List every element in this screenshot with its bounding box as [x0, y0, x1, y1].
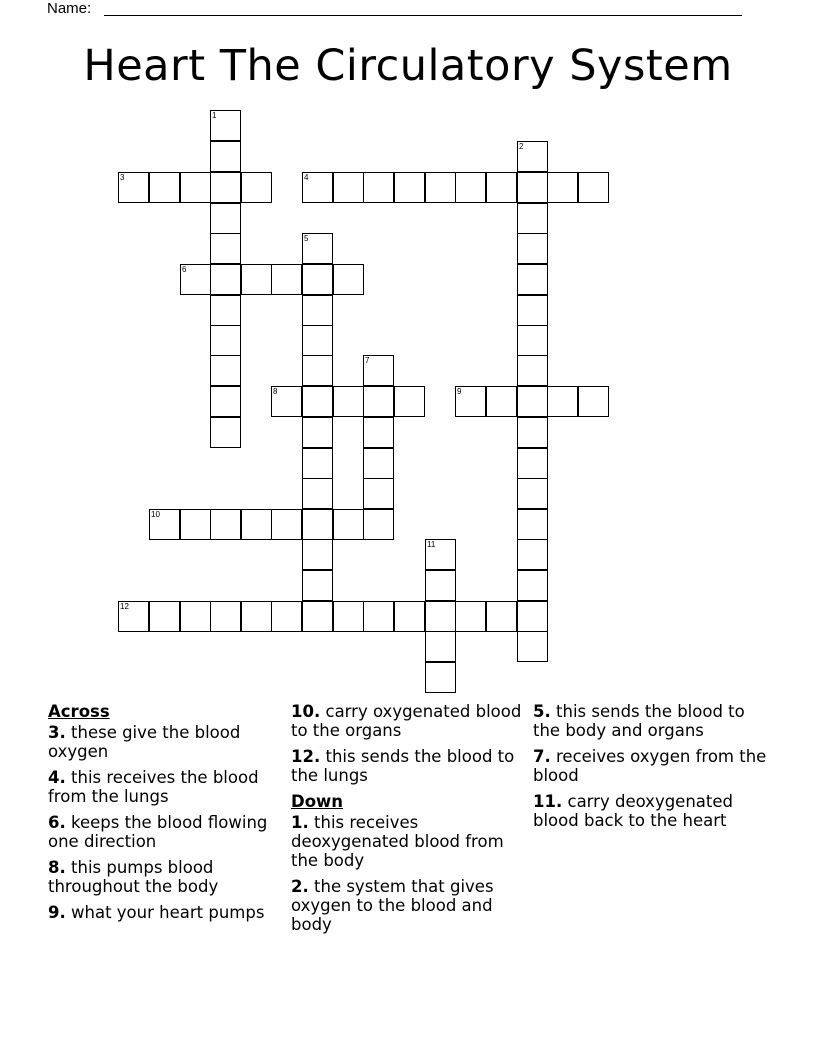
grid-cell[interactable]	[302, 448, 333, 479]
grid-cell[interactable]	[517, 295, 548, 326]
grid-cell[interactable]	[363, 172, 394, 203]
grid-cell[interactable]	[517, 233, 548, 264]
grid-cell[interactable]	[455, 172, 486, 203]
clue-number: 9	[457, 387, 462, 396]
grid-cell[interactable]	[363, 478, 394, 509]
grid-cell[interactable]	[302, 601, 333, 632]
clue-number: 5	[304, 234, 309, 243]
grid-cell[interactable]	[547, 172, 578, 203]
grid-cell[interactable]	[241, 264, 272, 295]
grid-cell[interactable]	[363, 386, 394, 417]
grid-cell[interactable]	[333, 264, 364, 295]
grid-cell[interactable]	[517, 264, 548, 295]
grid-cell[interactable]	[149, 601, 180, 632]
clue-number: 11	[427, 540, 436, 549]
grid-cell[interactable]	[517, 601, 548, 632]
grid-cell[interactable]	[241, 601, 272, 632]
clue-down-11: 11. carry deoxygenated blood back to the heart	[533, 792, 733, 830]
grid-cell-11[interactable]	[425, 539, 456, 570]
grid-cell[interactable]	[455, 601, 486, 632]
clue-column-3	[533, 702, 773, 837]
grid-cell[interactable]	[486, 386, 517, 417]
across-heading: Across	[48, 702, 110, 721]
grid-cell[interactable]	[271, 509, 302, 540]
clue-number: 4	[304, 173, 309, 182]
grid-cell[interactable]	[241, 172, 272, 203]
clue-column-1	[48, 702, 283, 929]
grid-cell[interactable]	[210, 417, 241, 448]
clue-number: 1	[212, 111, 217, 120]
grid-cell[interactable]	[425, 172, 456, 203]
grid-cell[interactable]	[180, 172, 211, 203]
down-heading: Down	[291, 792, 344, 811]
grid-cell[interactable]	[241, 509, 272, 540]
grid-cell[interactable]	[333, 172, 364, 203]
grid-cell[interactable]	[302, 264, 333, 295]
grid-cell[interactable]	[425, 570, 456, 601]
grid-cell[interactable]	[394, 386, 425, 417]
grid-cell[interactable]	[302, 325, 333, 356]
grid-cell[interactable]	[302, 570, 333, 601]
grid-cell[interactable]	[333, 386, 364, 417]
name-label: Name:	[47, 0, 92, 17]
grid-cell[interactable]	[517, 386, 548, 417]
clue-number: 3	[120, 173, 125, 182]
grid-cell[interactable]	[210, 264, 241, 295]
grid-cell-10[interactable]	[149, 509, 180, 540]
grid-cell[interactable]	[363, 417, 394, 448]
grid-cell[interactable]	[210, 203, 241, 234]
clue-down-1: 1. this receives deoxygenated blood from the body	[291, 813, 504, 870]
grid-cell[interactable]	[210, 233, 241, 264]
grid-cell-8[interactable]	[271, 386, 302, 417]
grid-cell[interactable]	[517, 478, 548, 509]
clue-down-2: 2. the system that gives oxygen to the blood and body	[291, 877, 494, 934]
clue-across-12: 12. this sends the blood to the lungs	[291, 747, 515, 785]
grid-cell[interactable]	[302, 417, 333, 448]
grid-cell[interactable]	[486, 601, 517, 632]
grid-cell[interactable]	[578, 172, 609, 203]
grid-cell[interactable]	[547, 386, 578, 417]
grid-cell-5[interactable]	[302, 233, 333, 264]
clue-down-7: 7. receives oxygen from the blood	[533, 747, 767, 785]
grid-cell[interactable]	[333, 601, 364, 632]
grid-cell[interactable]	[517, 172, 548, 203]
grid-cell[interactable]	[517, 417, 548, 448]
clue-number: 2	[519, 142, 524, 151]
grid-cell[interactable]	[210, 141, 241, 172]
clue-number: 10	[151, 510, 160, 519]
grid-cell[interactable]	[302, 478, 333, 509]
grid-cell[interactable]	[394, 172, 425, 203]
grid-cell[interactable]	[180, 509, 211, 540]
grid-cell-3[interactable]	[118, 172, 149, 203]
clue-number: 12	[120, 602, 129, 611]
grid-cell[interactable]	[425, 631, 456, 662]
grid-cell[interactable]	[210, 601, 241, 632]
grid-cell[interactable]	[302, 386, 333, 417]
grid-cell[interactable]	[517, 325, 548, 356]
grid-cell[interactable]	[302, 509, 333, 540]
grid-cell[interactable]	[210, 295, 241, 326]
clue-number: 6	[182, 265, 187, 274]
grid-cell[interactable]	[180, 601, 211, 632]
clue-column-2	[291, 702, 526, 941]
grid-cell[interactable]	[210, 325, 241, 356]
grid-cell[interactable]	[210, 355, 241, 386]
grid-cell-7[interactable]	[363, 355, 394, 386]
clue-across-6: 6. keeps the blood flowing one direction	[48, 813, 268, 851]
clue-down-5: 5. this sends the blood to the body and organs	[533, 702, 745, 740]
grid-cell[interactable]	[517, 355, 548, 386]
grid-cell[interactable]	[517, 631, 548, 662]
grid-cell[interactable]	[578, 386, 609, 417]
grid-cell-9[interactable]	[455, 386, 486, 417]
grid-cell[interactable]	[517, 509, 548, 540]
grid-cell[interactable]	[302, 539, 333, 570]
grid-cell[interactable]	[363, 601, 394, 632]
grid-cell[interactable]	[394, 601, 425, 632]
clue-across-9: 9. what your heart pumps	[48, 903, 265, 922]
grid-cell[interactable]	[363, 509, 394, 540]
grid-cell[interactable]	[302, 295, 333, 326]
grid-cell[interactable]	[363, 448, 394, 479]
grid-cell[interactable]	[271, 601, 302, 632]
grid-cell[interactable]	[149, 172, 180, 203]
grid-cell-2[interactable]	[517, 141, 548, 172]
grid-cell-4[interactable]	[302, 172, 333, 203]
grid-cell[interactable]	[333, 509, 364, 540]
grid-cell-6[interactable]	[180, 264, 211, 295]
clue-number: 8	[273, 387, 278, 396]
grid-cell[interactable]	[486, 172, 517, 203]
grid-cell[interactable]	[302, 355, 333, 386]
clue-across-10: 10. carry oxygenated blood to the organs	[291, 702, 522, 740]
grid-cell[interactable]	[517, 570, 548, 601]
grid-cell[interactable]	[517, 203, 548, 234]
grid-cell-12[interactable]	[118, 601, 149, 632]
grid-cell[interactable]	[425, 601, 456, 632]
grid-cell[interactable]	[210, 172, 241, 203]
grid-cell[interactable]	[517, 539, 548, 570]
grid-cell[interactable]	[517, 448, 548, 479]
grid-cell[interactable]	[210, 509, 241, 540]
grid-cell-1[interactable]	[210, 110, 241, 141]
clue-number: 7	[365, 356, 370, 365]
grid-cell[interactable]	[271, 264, 302, 295]
clue-across-3: 3. these give the blood oxygen	[48, 723, 241, 761]
page-title: Heart The Circulatory System	[83, 41, 733, 91]
grid-cell[interactable]	[210, 386, 241, 417]
grid-cell[interactable]	[425, 662, 456, 693]
clue-across-8: 8. this pumps blood throughout the body	[48, 858, 219, 896]
clue-across-4: 4. this receives the blood from the lungs	[48, 768, 259, 806]
